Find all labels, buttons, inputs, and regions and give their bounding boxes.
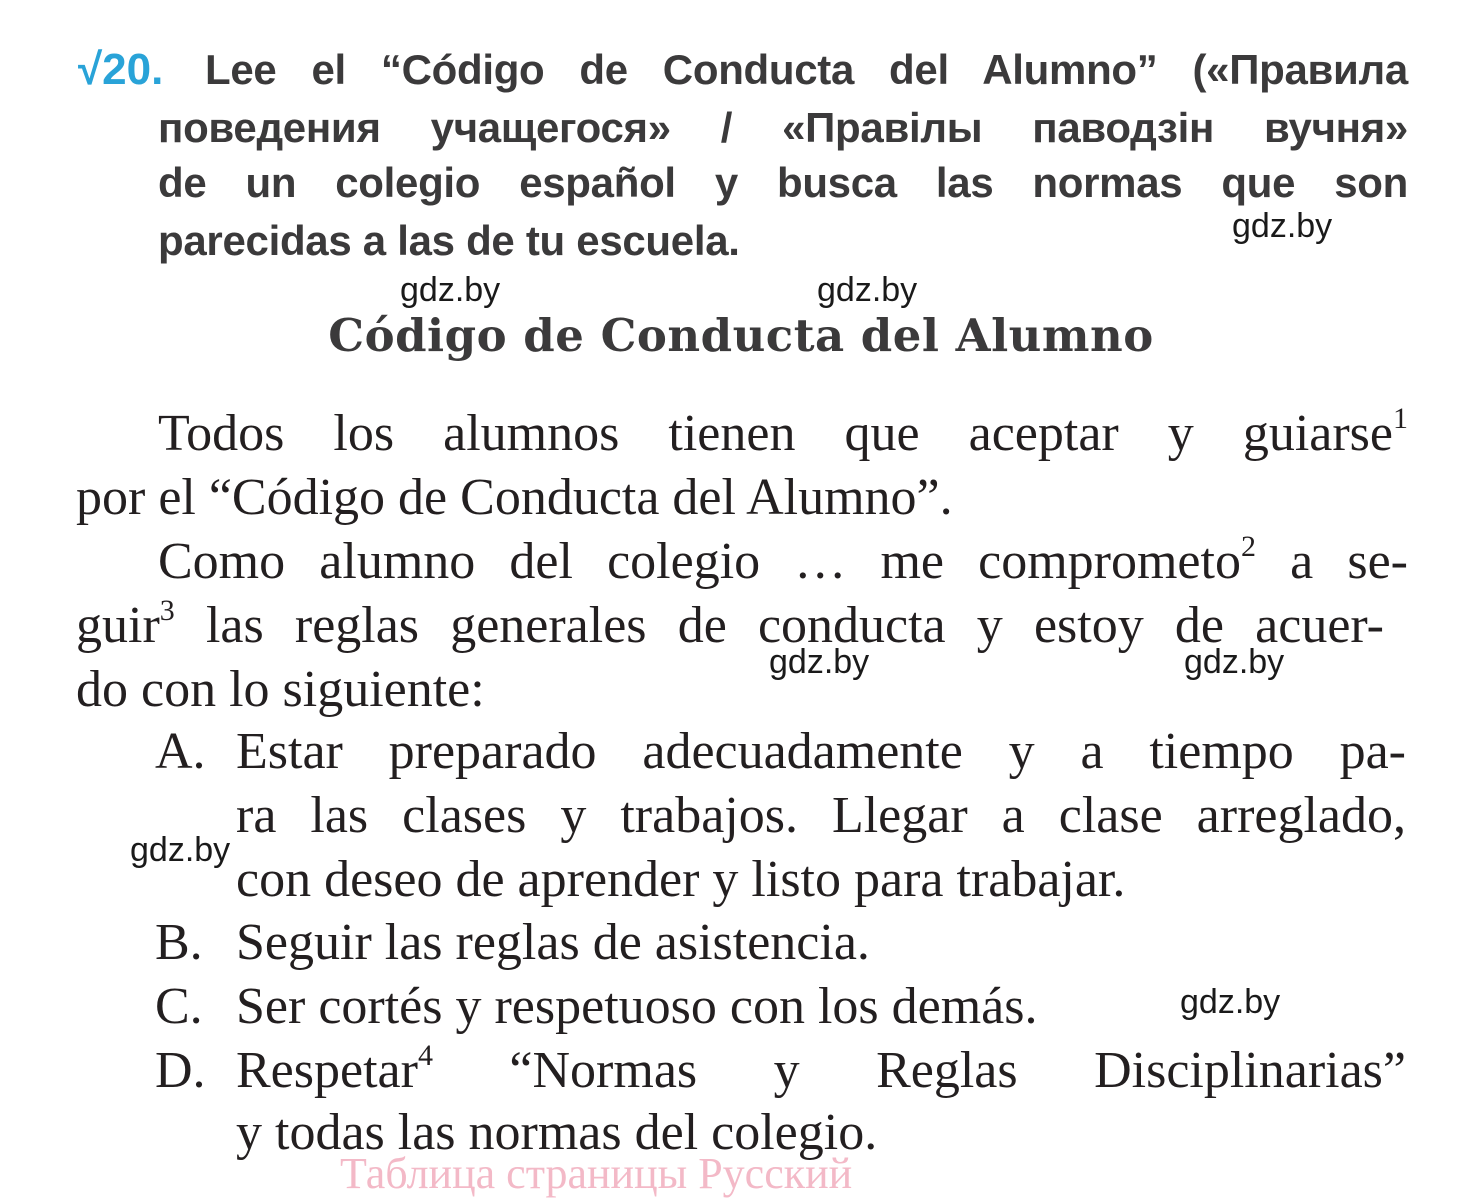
- item-d-letter: D.: [155, 1042, 206, 1099]
- footnote-marker-2: 2: [1240, 530, 1256, 563]
- paragraph-2-line-1-text-b: a se-: [1255, 533, 1408, 590]
- paragraph-2-line-3: do con lo siguiente:: [76, 661, 485, 718]
- cutoff-text-fragment: [340, 1149, 1040, 1198]
- exercise-instruction-line-2: поведения учащегося» / «Правілы паводзін вучня»: [158, 104, 1408, 151]
- item-b-letter: B.: [155, 914, 203, 971]
- item-a-letter: A.: [155, 723, 206, 780]
- item-a-line-1: Estar preparado adecuadamente y a tiempo pa-: [236, 723, 1406, 780]
- item-d-line-1-text-b: “Normas y Reglas Disciplinarias”: [432, 1042, 1406, 1099]
- exercise-instruction-line-3: de un colegio español y busca las normas que son: [158, 159, 1408, 206]
- item-a-line-2: ra las clases y trabajos. Llegar a clase arreglado,: [236, 787, 1406, 844]
- paragraph-2-line-2-text-b: las reglas generales de conducta y estoy de acuer-: [174, 597, 1384, 654]
- watermark-4: gdz.by: [769, 643, 870, 681]
- paragraph-1-line-1-text: Todos los alumnos tienen que aceptar y guiarse: [158, 405, 1393, 462]
- paragraph-1-line-2: por el “Código de Conducta del Alumno”.: [76, 469, 953, 526]
- item-c-line-1: Ser cortés y respetuoso con los demás.: [236, 978, 1038, 1035]
- watermark-7: gdz.by: [1180, 983, 1281, 1021]
- paragraph-1-line-1: [158, 402, 1408, 466]
- cutoff-text: Таблица страницы Русский: [340, 1149, 853, 1198]
- watermark-3: gdz.by: [817, 271, 918, 309]
- watermark-1: gdz.by: [1232, 207, 1333, 245]
- item-a-line-3: con deseo de aprender y listo para trabajar.: [236, 851, 1126, 908]
- watermark-5: gdz.by: [1184, 643, 1285, 681]
- item-c-letter: C.: [155, 978, 203, 1035]
- paragraph-2-line-2-text-a: guir: [76, 597, 160, 654]
- exercise-instruction-line-1: Lee el “Código de Conducta del Alumno” («Правила: [205, 46, 1408, 93]
- watermark-2: gdz.by: [400, 271, 501, 309]
- item-d-line-2: y todas las normas del colegio.: [236, 1104, 878, 1161]
- footnote-marker-3: 3: [159, 594, 175, 627]
- text-title: Código de Conducta del Alumno: [328, 309, 1154, 362]
- item-d-line-1: [236, 1039, 1406, 1103]
- footnote-marker-4: 4: [417, 1039, 433, 1072]
- paragraph-2-line-1-text-a: Como alumno del colegio … me comprometo: [158, 533, 1241, 590]
- footnote-marker-1: 1: [1393, 402, 1408, 435]
- item-b-line-1: Seguir las reglas de asistencia.: [236, 914, 870, 971]
- watermark-6: gdz.by: [130, 831, 231, 869]
- exercise-number: √20.: [78, 45, 164, 94]
- paragraph-2-line-1: [158, 530, 1408, 594]
- exercise-instruction-line-4: parecidas a las de tu escuela.: [158, 217, 740, 264]
- item-d-line-1-text-a: Respetar: [236, 1042, 418, 1099]
